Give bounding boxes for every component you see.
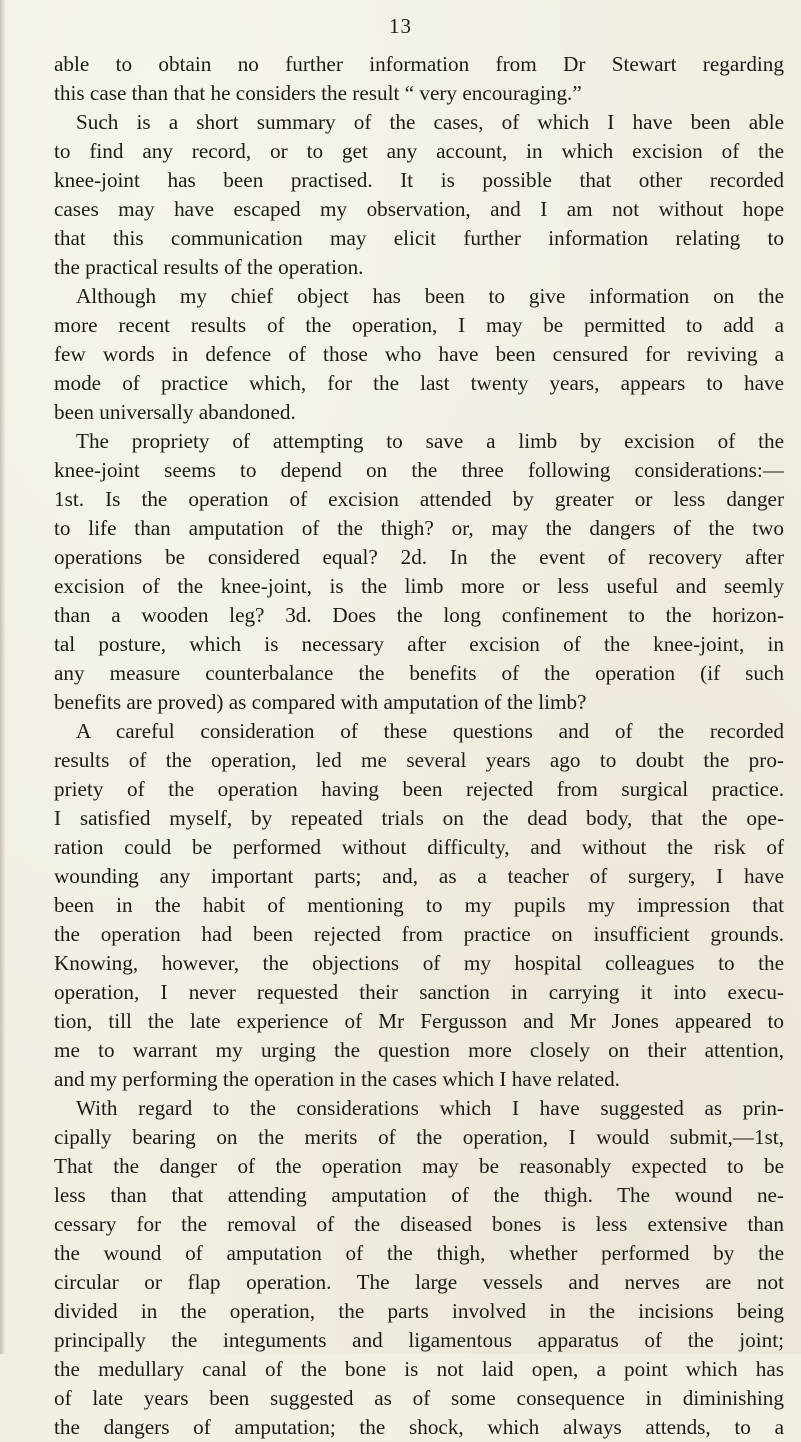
text-line: Such is a short summary of the cases, of which I have been able: [76, 110, 784, 134]
text-line: few words in defence of those who have been censured for reviving a: [54, 342, 784, 366]
text-line: and my performing the operation in the cases which I have related.: [54, 1067, 620, 1091]
text-line: any measure counterbalance the benefits of the operation (if such: [54, 661, 784, 685]
text-line: operation, I never requested their sanction in carrying it into execu-: [54, 980, 784, 1004]
text-line: cases may have escaped my observation, and I am not without hope: [54, 197, 784, 221]
page-number: 13: [389, 14, 412, 38]
text-line: principally the integuments and ligamentous apparatus of the joint;: [54, 1328, 784, 1352]
text-line: to find any record, or to get any account, in which excision of the: [54, 139, 784, 163]
text-line: to life than amputation of the thigh? or, may the dangers of the two: [54, 516, 784, 540]
text-line: cessary for the removal of the diseased bones is less extensive than: [54, 1212, 784, 1236]
text-line: the medullary canal of the bone is not laid open, a point which has: [54, 1357, 784, 1381]
text-line: mode of practice which, for the last twenty years, appears to have: [54, 371, 784, 395]
text-line: 1st. Is the operation of excision attended by greater or less danger: [54, 487, 784, 511]
text-line: more recent results of the operation, I may be permitted to add a: [54, 313, 784, 337]
text-line: been in the habit of mentioning to my pupils my impression that: [54, 893, 784, 917]
text-line: ration could be performed without difficulty, and without the risk of: [54, 835, 784, 859]
page-edge-shadow: [0, 0, 6, 1354]
text-line: the wound of amputation of the thigh, whether performed by the: [54, 1241, 784, 1265]
text-line: circular or flap operation. The large vessels and nerves are not: [54, 1270, 784, 1294]
text-line: than a wooden leg? 3d. Does the long confinement to the horizon-: [54, 603, 784, 627]
text-line: the practical results of the operation.: [54, 255, 364, 279]
text-line: this case than that he considers the result “ very encouraging.”: [54, 81, 582, 105]
text-line: cipally bearing on the merits of the operation, I would submit,—1st,: [54, 1125, 784, 1149]
text-line: been universally abandoned.: [54, 400, 296, 424]
text-line: I satisfied myself, by repeated trials on the dead body, that the ope-: [54, 806, 784, 830]
text-line: excision of the knee-joint, is the limb more or less useful and seemly: [54, 574, 784, 598]
text-line: tal posture, which is necessary after excision of the knee-joint, in: [54, 632, 784, 656]
body-text: [54, 50, 784, 1442]
text-line: of late years been suggested as of some consequence in diminishing: [54, 1386, 784, 1410]
text-line: able to obtain no further information from Dr Stewart regarding: [54, 52, 784, 76]
text-line: benefits are proved) as compared with amputation of the limb?: [54, 690, 587, 714]
text-line: Knowing, however, the objections of my hospital colleagues to the: [54, 951, 784, 975]
text-line: less than that attending amputation of the thigh. The wound ne-: [54, 1183, 784, 1207]
text-line: Although my chief object has been to give information on the: [76, 284, 784, 308]
text-line: wounding any important parts; and, as a teacher of surgery, I have: [54, 864, 784, 888]
text-line: me to warrant my urging the question more closely on their attention,: [54, 1038, 784, 1062]
text-line: knee-joint has been practised. It is possible that other recorded: [54, 168, 784, 192]
text-line: results of the operation, led me several years ago to doubt the pro-: [54, 748, 784, 772]
text-line: That the danger of the operation may be reasonably expected to be: [54, 1154, 784, 1178]
text-line: that this communication may elicit further information relating to: [54, 226, 784, 250]
text-line: divided in the operation, the parts involved in the incisions being: [54, 1299, 784, 1323]
text-line: With regard to the considerations which I have suggested as prin-: [76, 1096, 784, 1120]
text-line: the operation had been rejected from practice on insufficient grounds.: [54, 922, 784, 946]
text-line: operations be considered equal? 2d. In the event of recovery after: [54, 545, 784, 569]
text-line: priety of the operation having been rejected from surgical practice.: [54, 777, 784, 801]
text-line: knee-joint seems to depend on the three following considerations:—: [54, 458, 784, 482]
text-line: A careful consideration of these questions and of the recorded: [76, 719, 784, 743]
text-line: tion, till the late experience of Mr Fergusson and Mr Jones appeared to: [54, 1009, 784, 1033]
text-line: the dangers of amputation; the shock, which always attends, to a: [54, 1415, 784, 1439]
text-line: The propriety of attempting to save a limb by excision of the: [76, 429, 784, 453]
